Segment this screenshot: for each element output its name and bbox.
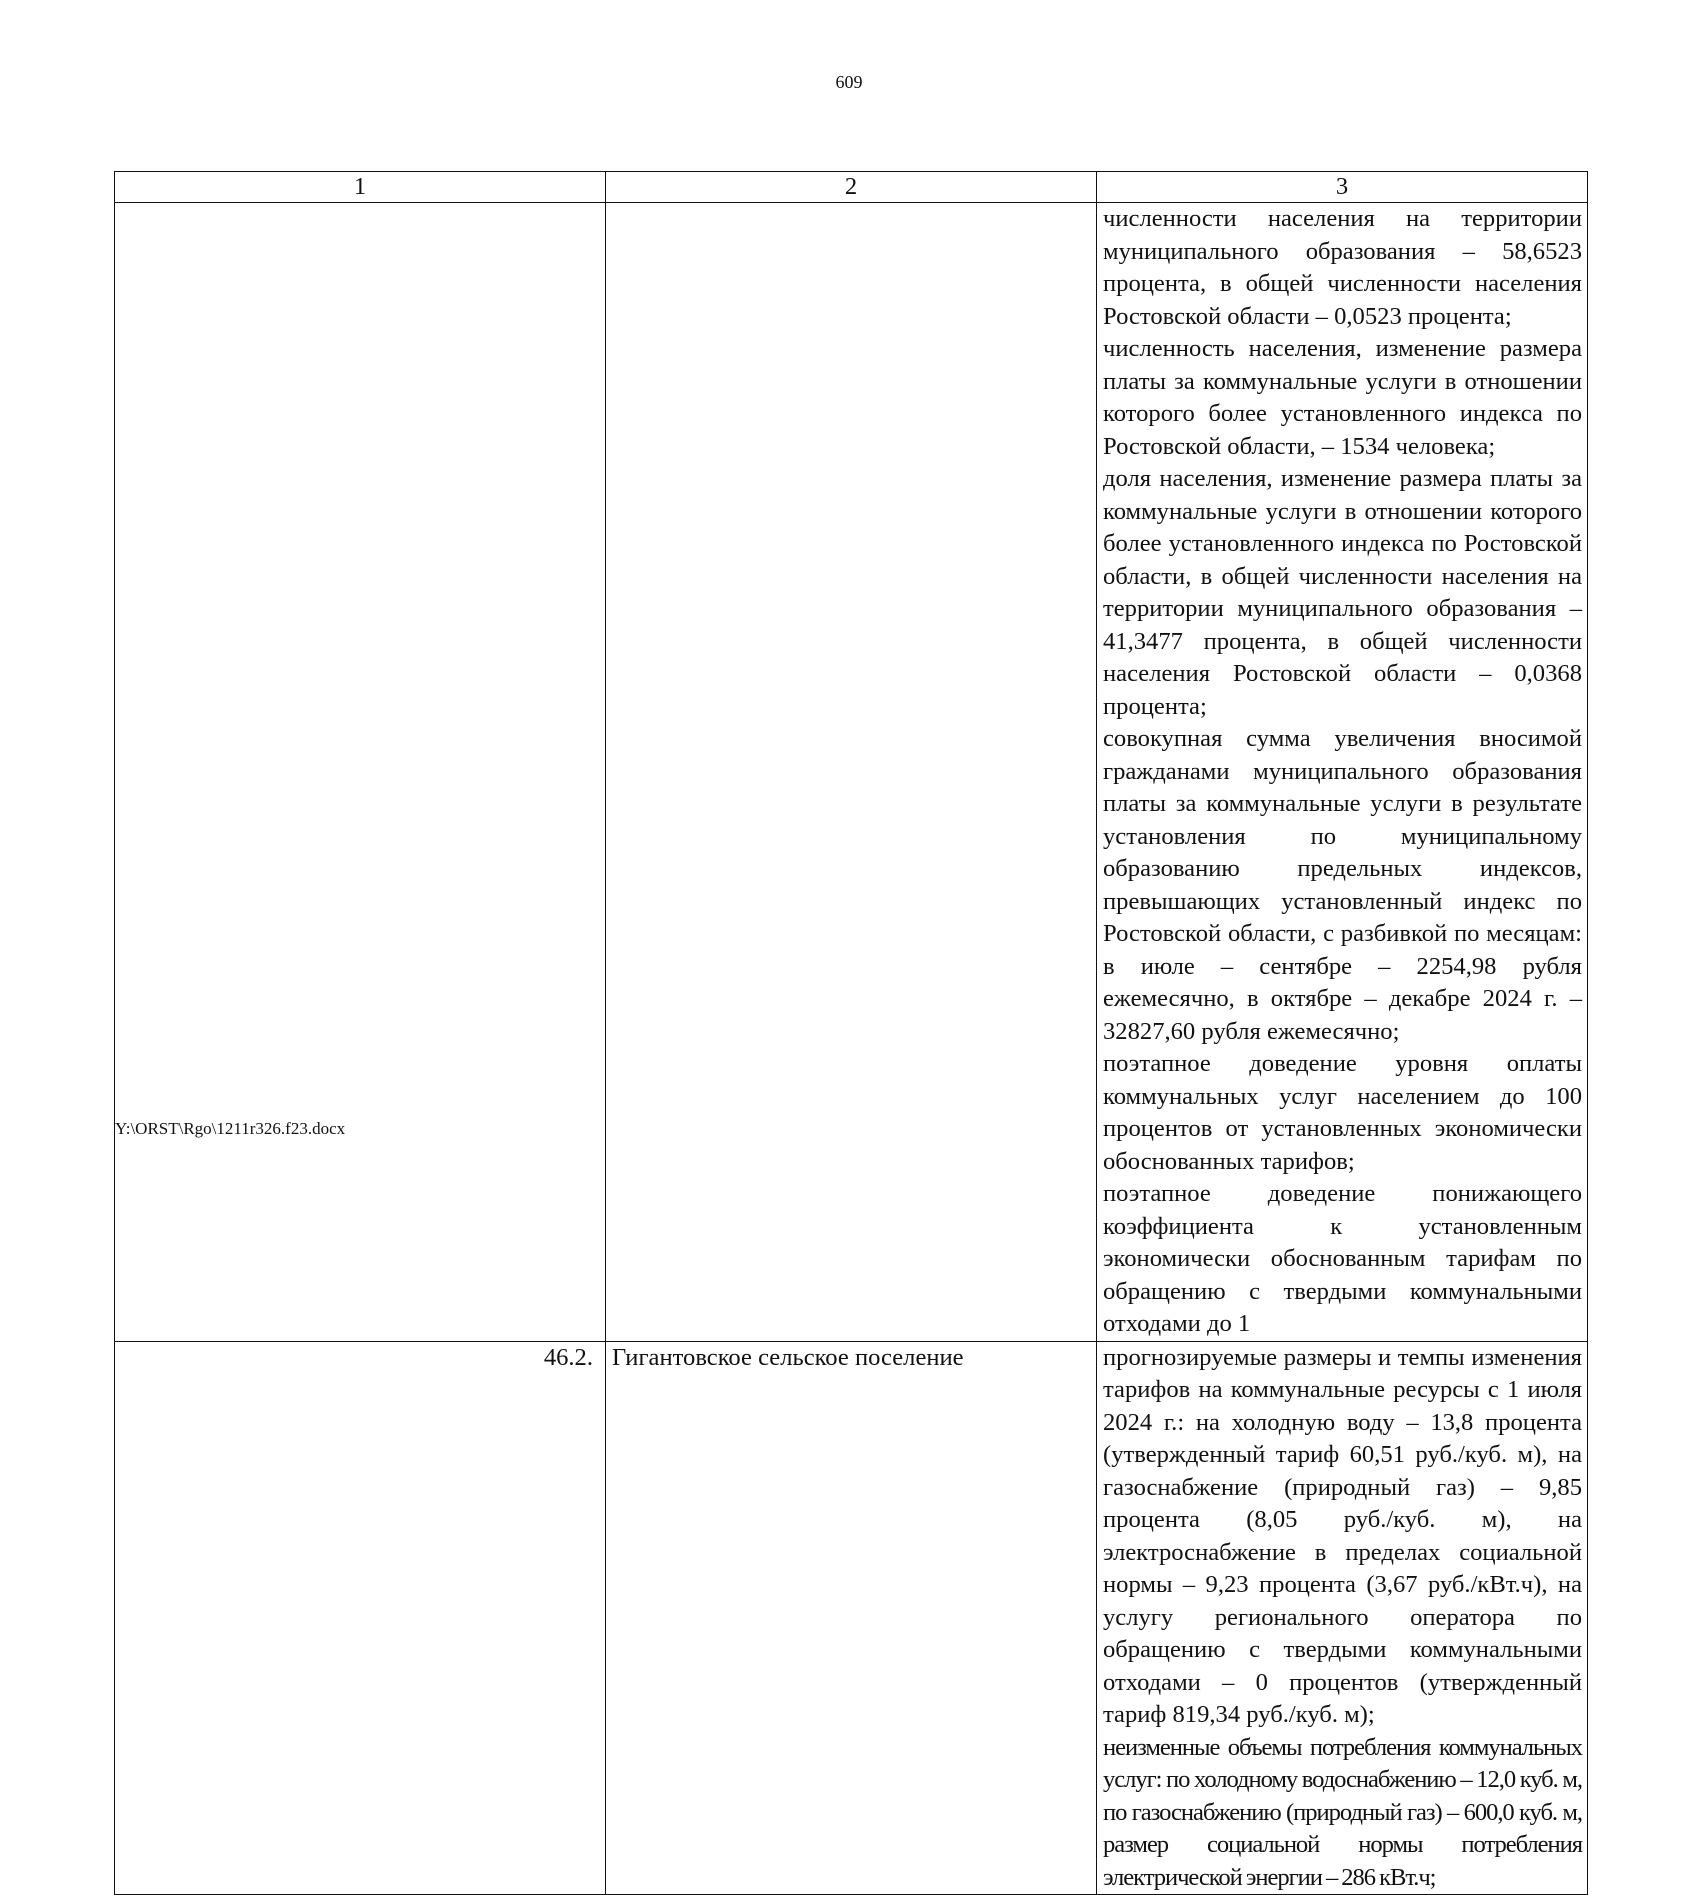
table-row xyxy=(115,203,1588,1342)
paragraph: численности населения на территории муниципального образования – 58,6523 процента, в общей численности населения Ростовской области – 0,0523 процента; xyxy=(1103,205,1582,330)
page-number: 609 xyxy=(835,72,863,92)
paragraph: поэтапное доведение понижающего коэффициента к установленным экономически обоснованным тарифам по обращению с твердыми коммунальными отходами до 1 xyxy=(1103,1180,1582,1337)
settlement-name xyxy=(606,203,1097,1342)
table-header-row xyxy=(115,172,1588,203)
settlement-name: Гигантовское сельское поселение xyxy=(606,1341,1097,1895)
header-col-1: 1 xyxy=(115,172,606,203)
row-description xyxy=(1097,203,1588,1342)
footer-file-path: Y:\ORST\Rgo\1211r326.f23.docx xyxy=(115,1119,346,1138)
row-description xyxy=(1097,1341,1588,1895)
tariff-table xyxy=(114,171,1588,1895)
paragraph: поэтапное доведение уровня оплаты коммунальных услуг населением до 100 процентов от установленных экономически обоснованных тарифов; xyxy=(1103,1050,1582,1175)
paragraph: доля населения, изменение размера платы за коммунальные услуги в отношении которого более установленного индекса по Ростовской области, в общей численности населения на территории муниципального образования – 41,3477 процента, в общей численности населения Ростовской области – 0,0368 процента; xyxy=(1103,465,1582,720)
header-col-2: 2 xyxy=(606,172,1097,203)
header-col-3: 3 xyxy=(1097,172,1588,203)
paragraph: неизменные объемы потребления коммунальных услуг: по холодному водоснабжению – 12,0 куб. м, по газоснабжению (природный газ) – 600,0 куб. м, размер социальной нормы потребления электрической энергии – 286 кВт.ч; xyxy=(1103,1733,1582,1891)
paragraph: совокупная сумма увеличения вносимой гражданами муниципального образования платы за коммунальные услуги в результате установления по муниципальному образованию предельных индексов, превышающих установленный индекс по Ростовской области, с разбивкой по месяцам: в июле – сентябре – 2254,98 рубля ежемесячно, в октябре – декабре 2024 г. – 32827,60 рубля ежемесячно; xyxy=(1103,725,1582,1045)
row-number xyxy=(115,203,606,1342)
paragraph: прогнозируемые размеры и темпы изменения тарифов на коммунальные ресурсы с 1 июля 2024 г.: на холодную воду – 13,8 процента (утвержденный тариф 60,51 руб./куб. м), на газоснабжение (природный газ) – 9,85 процента (8,05 руб./куб. м), на электроснабжение в пределах социальной нормы – 9,23 процента (3,67 руб./кВт.ч), на услугу регионального оператора по обращению с твердыми коммунальными отходами – 0 процентов (утвержденный тариф 819,34 руб./куб. м); xyxy=(1103,1343,1582,1728)
paragraph: численность населения, изменение размера платы за коммунальные услуги в отношении которого более установленного индекса по Ростовской области, – 1534 человека; xyxy=(1103,335,1582,460)
row-number: 46.2. xyxy=(115,1341,606,1895)
table-row xyxy=(115,1341,1588,1895)
